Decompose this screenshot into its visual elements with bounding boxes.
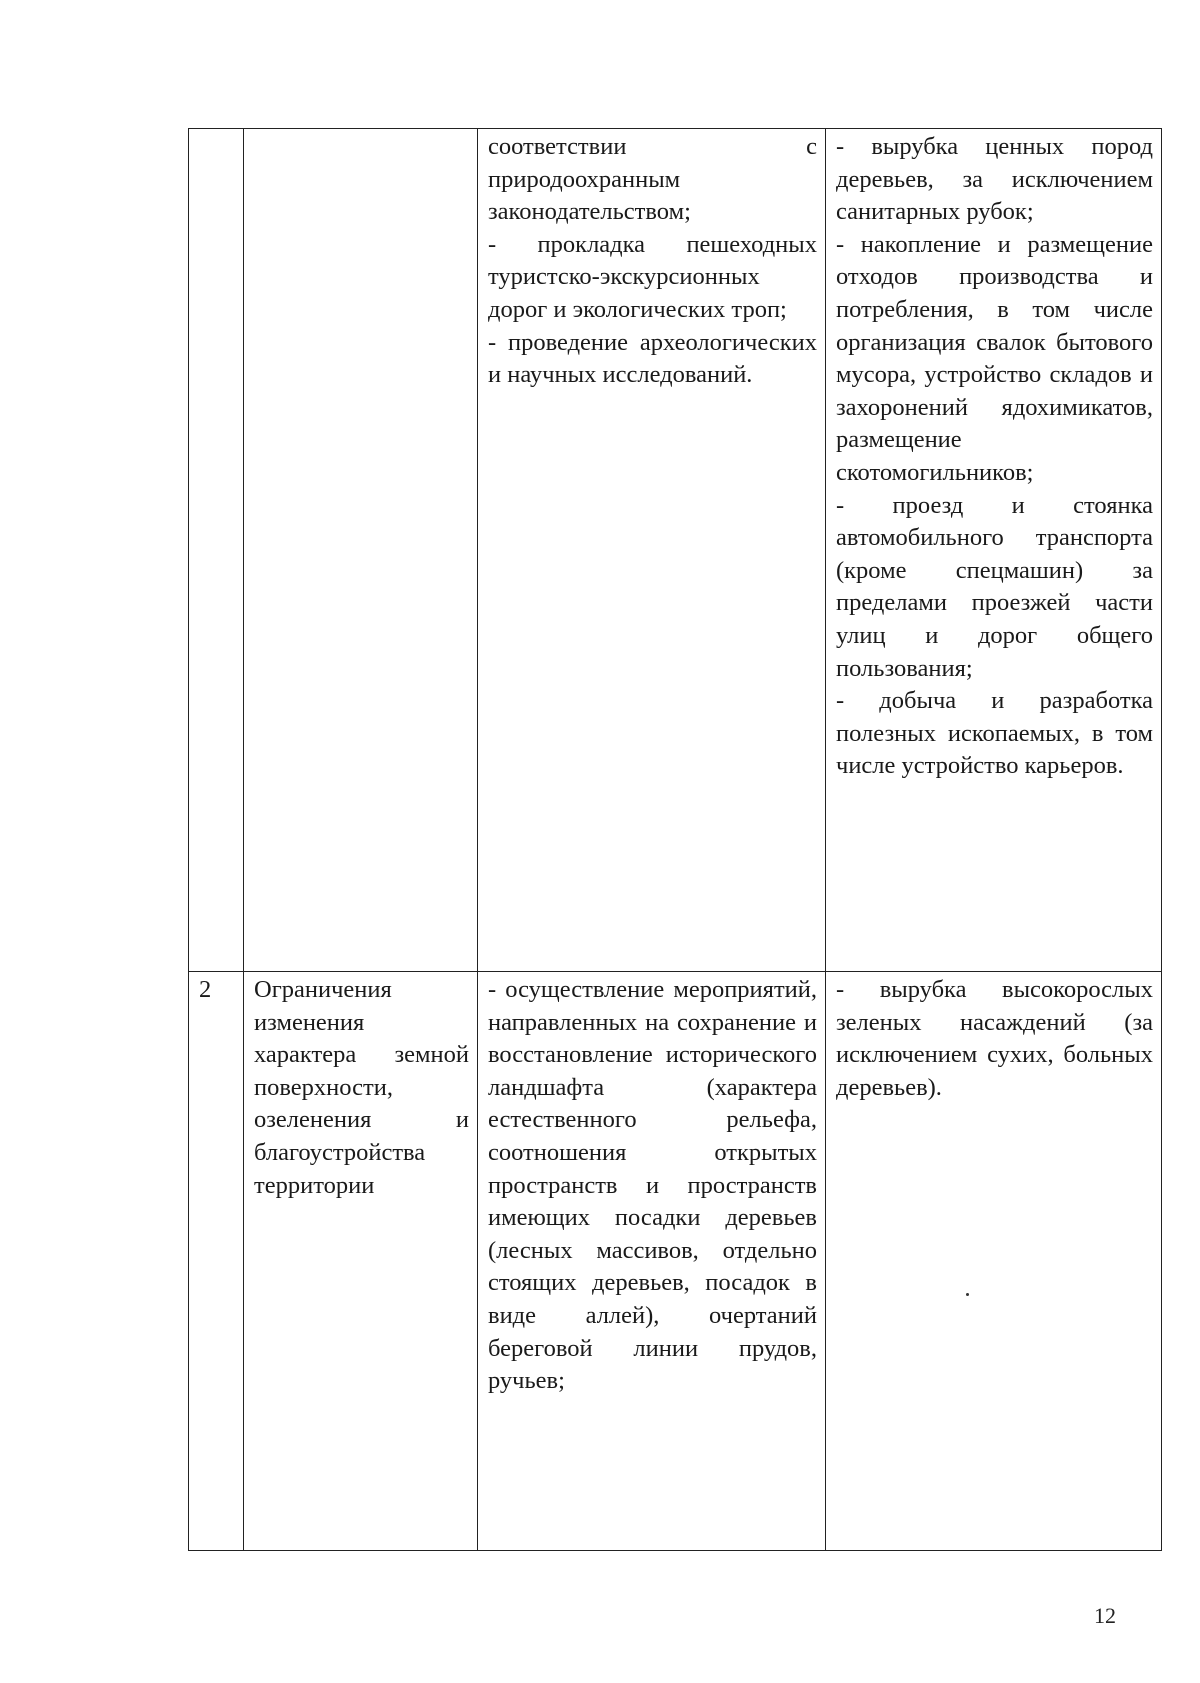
forbidden-item: - добыча и разработка полезных ископаемых, в том числе устройство карьеров. (836, 687, 1153, 780)
allowed-activities-cell (478, 972, 826, 1551)
allowed-item: - прокладка пешеходных туристско-экскурсионных дорог и экологических троп; (488, 230, 817, 323)
row-number-cell (189, 129, 244, 972)
forbidden-item: - проезд и стоянка автомобильного транспорта (кроме спецмашин) за пределами проезжей части улиц и дорог общего пользования; (836, 491, 1153, 682)
forbidden-item: - накопление и размещение отходов производства и потребления, в том числе организация свалок бытового мусора, устройство складов и захоронений ядохимикатов, размещение скотомогильников; (836, 230, 1153, 486)
row-number-cell: 2 (189, 972, 244, 1551)
scan-speck (966, 1293, 969, 1296)
page-number: 12 (1094, 1603, 1116, 1628)
restriction-cell (244, 129, 478, 972)
regulations-table (188, 128, 1162, 1551)
forbidden-activities-cell (826, 972, 1162, 1551)
restriction-cell: Ограничения изменения характера земной поверхности, озеленения и благоустройства территории (244, 972, 478, 1551)
allowed-activities-cell (478, 129, 826, 972)
allowed-item: соответствии с природоохранным законодательством; (488, 133, 817, 226)
table-row (189, 972, 1162, 1551)
table-row (189, 129, 1162, 972)
forbidden-item: - вырубка высокорослых зеленых насаждений (за исключением сухих, больных деревьев). (836, 976, 1153, 1101)
forbidden-activities-cell (826, 129, 1162, 972)
forbidden-item: - вырубка ценных пород деревьев, за исключением санитарных рубок; (836, 133, 1153, 226)
allowed-item: - осуществление мероприятий, направленных на сохранение и восстановление исторического ландшафта (характера естественного рельефа, соотношения открытых пространств и пространств имеющих посадки деревьев (лесных массивов, отдельно стоящих деревьев, посадок в виде аллей), очертаний береговой линии прудов, ручьев; (488, 976, 817, 1395)
allowed-item: - проведение археологических и научных исследований. (488, 328, 817, 389)
